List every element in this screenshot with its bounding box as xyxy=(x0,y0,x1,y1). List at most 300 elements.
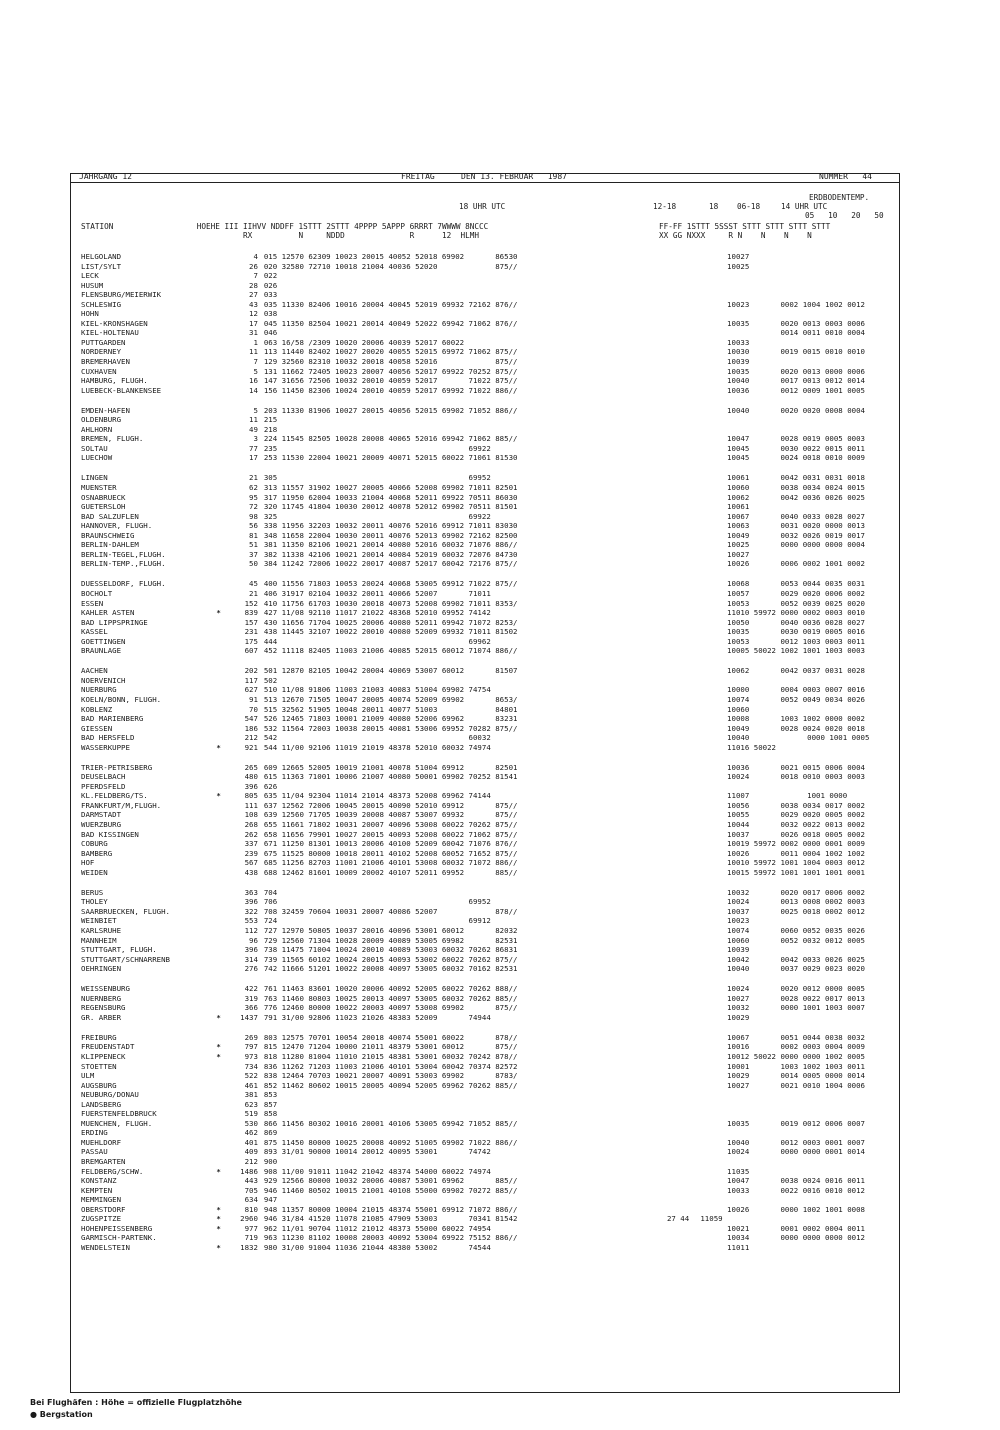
gust-groups xyxy=(667,262,700,272)
station-row xyxy=(81,763,897,773)
station-name: KAHLER ASTEN xyxy=(81,608,135,618)
mountain-station-flag xyxy=(214,637,224,647)
gust-groups xyxy=(667,733,700,743)
group-separator xyxy=(81,463,897,474)
station-name: ULM xyxy=(81,1071,95,1081)
station-name: KLIPPENECK xyxy=(81,1052,126,1062)
station-height: 519 xyxy=(244,1109,258,1119)
synop-groups: 542 60032 xyxy=(263,733,491,743)
station-row xyxy=(81,367,897,377)
gust-groups xyxy=(667,290,700,300)
soil-temperature-groups: 10024 0020 0012 0000 0005 xyxy=(700,984,865,994)
station-height: 734 xyxy=(244,1061,258,1071)
station-name: HOHENPEISSENBERG xyxy=(81,1223,153,1233)
gust-groups xyxy=(667,367,700,377)
gust-groups xyxy=(667,599,700,609)
station-height: 7 xyxy=(253,357,258,367)
synop-groups: 348 11658 22004 10030 20011 40076 52013 69902 72162 82500 xyxy=(263,530,518,540)
station-height: 363 xyxy=(244,887,258,897)
mountain-station-flag xyxy=(214,540,224,550)
mountain-station-flag xyxy=(214,252,224,262)
mountain-station-flag xyxy=(214,589,224,599)
gust-groups xyxy=(667,252,700,262)
synop-groups: 513 12670 71505 10047 20005 40074 52009 69902 8653/ xyxy=(263,694,518,704)
gust-groups xyxy=(667,1176,700,1186)
station-row xyxy=(81,502,897,512)
station-height: 186 xyxy=(244,723,258,733)
synop-groups: 384 11242 72006 10022 20017 40087 52017 60042 72176 875// xyxy=(263,559,518,569)
synop-groups: 946 11460 80502 10015 21001 40108 55000 69902 70272 885// xyxy=(263,1185,518,1195)
synop-groups: 317 11950 62004 10033 21004 40068 52011 69922 70511 86030 xyxy=(263,492,518,502)
soil-temperature-groups: 11011 xyxy=(700,1242,750,1252)
station-height: 396 xyxy=(244,781,258,791)
station-row xyxy=(81,926,897,936)
station-height: 7 xyxy=(253,271,258,281)
synop-groups: 742 11666 51201 10022 20008 40097 53005 60032 70162 82531 xyxy=(263,964,518,974)
mountain-station-flag xyxy=(214,830,224,840)
gust-groups xyxy=(667,1013,700,1023)
station-row xyxy=(81,666,897,676)
station-name: LECK xyxy=(81,271,99,281)
station-row xyxy=(81,1205,897,1215)
soil-temperature-groups: 10027 xyxy=(700,252,750,261)
group-separator xyxy=(81,877,897,888)
station-name: BERLIN-TEGEL,FLUGH. xyxy=(81,549,166,559)
synop-groups: 253 11530 22004 10021 20009 40071 52015 60022 71061 81530 xyxy=(263,453,518,463)
footnote-mountain: ● Bergstation xyxy=(30,1410,93,1419)
station-height: 269 xyxy=(244,1032,258,1042)
soil-temperature-groups xyxy=(700,1195,897,1205)
gust-groups xyxy=(667,666,700,676)
gust-groups xyxy=(667,994,700,1004)
station-row xyxy=(81,839,897,849)
station-row xyxy=(81,559,897,569)
group-separator xyxy=(81,395,897,406)
gust-groups xyxy=(667,772,700,782)
station-name: FELDBERG/SCHW. xyxy=(81,1166,144,1176)
soil-temperature-groups: 10067 0040 0033 0028 0027 xyxy=(700,511,865,521)
station-height: 314 xyxy=(244,954,258,964)
station-height: 202 xyxy=(244,666,258,676)
synop-groups: 235 69922 xyxy=(263,443,491,453)
soil-temperature-groups: 10025 xyxy=(700,261,750,271)
station-row xyxy=(81,300,897,310)
mountain-station-flag xyxy=(214,994,224,1004)
station-height: 921 xyxy=(244,742,258,752)
station-row xyxy=(81,540,897,550)
soil-temperature-groups: 10055 0029 0020 0005 0002 xyxy=(700,810,865,820)
mountain-station-flag xyxy=(214,782,224,792)
mountain-station-flag xyxy=(214,695,224,705)
station-height: 461 xyxy=(244,1080,258,1090)
station-height: 11 xyxy=(249,347,258,357)
station-row xyxy=(81,1003,897,1013)
station-row xyxy=(81,772,897,782)
station-name: MUENSTER xyxy=(81,483,117,493)
gust-groups xyxy=(667,415,700,425)
gust-groups xyxy=(667,1042,700,1052)
station-height: 839 xyxy=(244,608,258,618)
synop-groups: 869 xyxy=(263,1128,278,1138)
station-row xyxy=(81,328,897,338)
station-name: OEHRINGEN xyxy=(81,964,122,974)
soil-temperature-groups: 0014 0011 0010 0004 xyxy=(700,328,865,338)
soil-temperature-groups: 10074 0052 0049 0034 0026 xyxy=(700,694,865,704)
soil-time-label: 14 UHR UTC xyxy=(781,202,828,211)
station-row xyxy=(81,338,897,348)
mountain-station-flag xyxy=(214,512,224,522)
station-name: MEMMINGEN xyxy=(81,1195,122,1205)
station-height: 553 xyxy=(244,916,258,926)
mountain-station-flag xyxy=(214,1062,224,1072)
gust-groups xyxy=(667,888,700,898)
station-height: 522 xyxy=(244,1071,258,1081)
station-name: REGENSBURG xyxy=(81,1003,126,1013)
gust-groups xyxy=(667,868,700,878)
station-height: 462 xyxy=(244,1128,258,1138)
soil-temperature-groups: 10037 0025 0018 0002 0012 xyxy=(700,906,865,916)
synop-groups: 033 xyxy=(263,290,278,300)
station-name: MUENCHEN, FLUGH. xyxy=(81,1118,153,1128)
synop-groups: 544 11/00 92106 11019 21019 48378 52010 60032 74974 xyxy=(263,742,491,752)
synop-groups: 724 69912 xyxy=(263,916,491,926)
soil-temperature-groups: 10045 0030 0022 0015 0011 xyxy=(700,443,865,453)
synop-groups: 305 69952 xyxy=(263,473,491,483)
mountain-station-flag xyxy=(214,1176,224,1186)
station-height: 14 xyxy=(249,385,258,395)
station-name: ESSEN xyxy=(81,598,104,608)
station-height: 17 xyxy=(249,318,258,328)
station-row xyxy=(81,733,897,743)
mountain-station-flag: * xyxy=(216,1242,221,1252)
gust-groups xyxy=(667,1109,700,1119)
mountain-station-flag xyxy=(214,849,224,859)
station-name: CUXHAVEN xyxy=(81,366,117,376)
mountain-station-flag xyxy=(214,1003,224,1013)
mountain-station-flag xyxy=(214,531,224,541)
station-height: 51 xyxy=(249,540,258,550)
gust-groups xyxy=(667,589,700,599)
soil-codes-line2: XX GG NXXX R N N N N xyxy=(659,231,812,240)
gust-groups xyxy=(667,849,700,859)
gust-groups xyxy=(667,473,700,483)
synop-groups: 400 11556 71803 10053 20024 40068 53005 69912 71022 875// xyxy=(263,579,518,589)
mountain-station-flag xyxy=(214,262,224,272)
gust-groups xyxy=(667,271,700,281)
synop-groups: 038 xyxy=(263,309,278,319)
station-height: 5 xyxy=(253,405,258,415)
soil-temperature-groups: 10040 0017 0013 0012 0014 xyxy=(700,376,865,386)
gust-groups xyxy=(667,1233,700,1243)
synop-groups: 857 xyxy=(263,1099,278,1109)
gust-groups xyxy=(667,1138,700,1148)
mountain-station-flag xyxy=(214,820,224,830)
synop-groups: 685 11256 82703 11001 21006 40101 53008 60032 71072 886// xyxy=(263,858,518,868)
soil-depths: 05 10 20 50 xyxy=(805,211,884,220)
gust-groups xyxy=(667,550,700,560)
soil-temperature-groups: 10068 0053 0044 0035 0031 xyxy=(700,579,865,589)
station-row xyxy=(81,916,897,926)
synop-groups: 739 11565 60102 10024 20015 40093 53002 60022 70262 875// xyxy=(263,954,518,964)
station-name: MANNHEIM xyxy=(81,935,117,945)
mountain-station-flag: * xyxy=(216,1214,221,1224)
soil-temperature-groups xyxy=(700,290,897,300)
station-name: BREMGARTEN xyxy=(81,1157,126,1167)
mountain-station-flag xyxy=(214,666,224,676)
station-row xyxy=(81,521,897,531)
station-name: BAD KISSINGEN xyxy=(81,829,139,839)
soil-temperature-groups: 10024 0018 0010 0003 0003 xyxy=(700,772,865,782)
mountain-station-flag xyxy=(214,425,224,435)
synop-groups: 325 69922 xyxy=(263,511,491,521)
station-row xyxy=(81,849,897,859)
station-name: WEISSENBURG xyxy=(81,984,130,994)
station-name: LUEBECK-BLANKENSEE xyxy=(81,385,162,395)
mountain-station-flag xyxy=(214,309,224,319)
synop-groups: 853 xyxy=(263,1090,278,1100)
synop-groups: 852 11462 80602 10015 20005 40094 52005 69962 70262 885// xyxy=(263,1080,518,1090)
soil-temperature-groups: 10062 0042 0037 0031 0028 xyxy=(700,666,865,676)
station-height: 77 xyxy=(249,443,258,453)
station-name: NOERVENICH xyxy=(81,675,126,685)
station-name: WEINBIET xyxy=(81,916,117,926)
synop-groups: 738 11475 71004 10024 20010 40089 53003 60032 70262 86831 xyxy=(263,945,518,955)
station-height: 322 xyxy=(244,906,258,916)
mountain-station-flag xyxy=(214,434,224,444)
station-name: GUETERSLOH xyxy=(81,502,126,512)
mountain-station-flag xyxy=(214,453,224,463)
mountain-station-flag xyxy=(214,839,224,849)
station-row xyxy=(81,1042,897,1052)
soil-temperature-groups: 11059 xyxy=(700,1214,723,1224)
mountain-station-flag xyxy=(214,714,224,724)
synop-groups: 655 11661 71802 10031 20007 40096 53008 60022 70262 875// xyxy=(263,820,518,830)
station-name: NORDERNEY xyxy=(81,347,122,357)
synop-groups: 727 12970 50805 10037 20016 40096 53001 60012 82032 xyxy=(263,926,518,935)
mountain-station-flag xyxy=(214,338,224,348)
station-name: MUEHLDORF xyxy=(81,1137,122,1147)
gust-groups xyxy=(667,559,700,569)
soil-temperature-groups: 10047 0038 0024 0016 0011 xyxy=(700,1176,865,1186)
gust-groups xyxy=(667,425,700,435)
synop-groups: 838 12464 70703 10021 20007 40091 53003 69902 8783/ xyxy=(263,1071,518,1081)
gust-groups xyxy=(667,1195,700,1205)
station-height: 1486 xyxy=(240,1166,258,1176)
mountain-station-flag xyxy=(214,386,224,396)
gust-groups xyxy=(667,1157,700,1167)
mountain-station-flag xyxy=(214,319,224,329)
station-name: BAD LIPPSPRINGE xyxy=(81,617,148,627)
station-height: 31 xyxy=(249,328,258,338)
gust-groups xyxy=(667,338,700,348)
station-height: 117 xyxy=(244,675,258,685)
station-height: 805 xyxy=(244,791,258,801)
soil-temperature-groups xyxy=(700,676,897,686)
soil-temperature-groups: 10056 0038 0034 0017 0002 xyxy=(700,800,865,810)
station-name: KASSEL xyxy=(81,627,108,637)
station-row xyxy=(81,290,897,300)
soil-temperature-groups: 10061 0042 0031 0031 0018 xyxy=(700,473,865,483)
column-codes-line2: RX N NDDD R 12 HLMH xyxy=(81,231,480,240)
station-height: 111 xyxy=(244,800,258,810)
soil-temperature-groups: 10062 0042 0036 0026 0025 xyxy=(700,492,865,502)
station-name: DUESSELDORF, FLUGH. xyxy=(81,579,166,589)
station-row xyxy=(81,936,897,946)
mountain-station-flag: * xyxy=(216,1166,221,1176)
mountain-station-flag xyxy=(214,733,224,743)
synop-groups: 706 69952 xyxy=(263,897,491,907)
mountain-station-flag xyxy=(214,1090,224,1100)
soil-temperature-groups: 10010 59972 1001 1004 0003 0012 xyxy=(700,858,865,868)
gust-groups xyxy=(667,357,700,367)
soil-temperature-groups: 10033 0022 0016 0010 0012 xyxy=(700,1185,865,1195)
station-name: HOF xyxy=(81,858,95,868)
station-row xyxy=(81,1176,897,1186)
station-height: 81 xyxy=(249,530,258,540)
mountain-station-flag: * xyxy=(216,1204,221,1214)
mountain-station-flag xyxy=(214,801,224,811)
mountain-station-flag xyxy=(214,1128,224,1138)
station-row xyxy=(81,714,897,724)
station-row xyxy=(81,550,897,560)
station-height: 56 xyxy=(249,521,258,531)
mountain-station-flag: * xyxy=(216,1042,221,1052)
mountain-station-flag xyxy=(214,676,224,686)
soil-temperature-groups xyxy=(700,782,897,792)
mountain-station-flag xyxy=(214,984,224,994)
station-row xyxy=(81,1033,897,1043)
synop-groups: 045 11350 82504 10021 20014 40049 52022 69942 71062 876// xyxy=(263,318,518,328)
soil-temperature-groups: 10060 0038 0034 0024 0015 xyxy=(700,483,865,493)
synop-time-label: 18 UHR UTC xyxy=(459,202,506,211)
station-row xyxy=(81,646,897,656)
station-row xyxy=(81,801,897,811)
mountain-station-flag: * xyxy=(216,1223,221,1233)
soil-temperature-groups: 10042 0042 0033 0026 0025 xyxy=(700,954,865,964)
station-row xyxy=(81,1195,897,1205)
station-name: ERDING xyxy=(81,1128,108,1138)
mountain-station-flag xyxy=(214,1138,224,1148)
gust-groups xyxy=(667,1186,700,1196)
period-12-18: 12-18 xyxy=(653,202,677,211)
mountain-station-flag xyxy=(214,618,224,628)
station-name: GIESSEN xyxy=(81,723,113,733)
station-height: 480 xyxy=(244,772,258,782)
gust-groups xyxy=(667,386,700,396)
mountain-station-flag xyxy=(214,579,224,589)
station-row xyxy=(81,608,897,618)
gust-groups xyxy=(667,281,700,291)
mountain-station-flag xyxy=(214,1233,224,1243)
station-name: NEUBURG/DONAU xyxy=(81,1090,139,1100)
station-height: 396 xyxy=(244,897,258,907)
station-name: PASSAU xyxy=(81,1147,108,1157)
station-height: 239 xyxy=(244,848,258,858)
synop-groups: 438 11445 32107 10022 20010 40080 52009 69932 71011 81502 xyxy=(263,627,518,637)
soil-temperature-groups: 10035 0030 0019 0005 0016 xyxy=(700,627,865,637)
gust-groups xyxy=(667,1119,700,1129)
synop-groups: 708 32459 70604 10031 20007 40086 52007 878// xyxy=(263,906,518,916)
mountain-station-flag: * xyxy=(216,608,221,618)
synop-groups: 063 16/58 /2309 10020 20006 40039 52017 60022 xyxy=(263,337,465,347)
soil-temperature-groups: 10061 xyxy=(700,502,750,512)
station-name: LANDSBERG xyxy=(81,1099,122,1109)
station-name: AUGSBURG xyxy=(81,1080,117,1090)
station-name: BERLIN-DAHLEM xyxy=(81,540,139,550)
station-height: 212 xyxy=(244,1157,258,1167)
station-row xyxy=(81,453,897,463)
station-name: GR. ARBER xyxy=(81,1012,122,1022)
station-height: 21 xyxy=(249,589,258,598)
gust-groups xyxy=(667,839,700,849)
synop-groups: 635 11/04 92304 11014 21014 48373 52008 69962 74144 xyxy=(263,791,491,801)
gust-groups xyxy=(667,1033,700,1043)
soil-temperature-groups: 10039 xyxy=(700,357,750,367)
station-row xyxy=(81,483,897,493)
station-row xyxy=(81,1147,897,1157)
station-height: 70 xyxy=(249,704,258,714)
mountain-station-flag xyxy=(214,367,224,377)
synop-groups: 501 12870 82105 10042 20004 40069 53007 60012 81507 xyxy=(263,666,518,676)
station-name: NUERBURG xyxy=(81,685,117,695)
station-name: DARMSTADT xyxy=(81,810,122,820)
soil-temperature-groups xyxy=(700,281,897,291)
mountain-station-flag xyxy=(214,936,224,946)
synop-groups: 815 12470 71204 10000 21011 48379 53001 60012 875// xyxy=(263,1042,518,1052)
station-row xyxy=(81,1052,897,1062)
gust-groups xyxy=(667,444,700,454)
station-name: OSNABRUECK xyxy=(81,492,126,502)
gust-groups xyxy=(667,705,700,715)
soil-temperature-groups: 10027 0028 0022 0017 0013 xyxy=(700,993,865,1003)
gust-groups xyxy=(667,791,700,801)
soil-temperature-groups: 10030 0019 0015 0010 0010 xyxy=(700,347,865,357)
soil-temperature-groups: 10032 0020 0017 0006 0002 xyxy=(700,887,865,897)
station-row xyxy=(81,1062,897,1072)
station-row xyxy=(81,1167,897,1177)
mountain-station-flag xyxy=(214,493,224,503)
mountain-station-flag xyxy=(214,1195,224,1205)
soil-temperature-groups: 10026 0011 0004 1002 1002 xyxy=(700,848,865,858)
synop-groups: 381 11350 82106 10021 20014 40080 52016 60032 71076 886// xyxy=(263,540,518,550)
mountain-station-flag xyxy=(214,907,224,917)
soil-temperature-groups: 10029 xyxy=(700,1012,750,1022)
station-height: 366 xyxy=(244,1003,258,1013)
station-height: 26 xyxy=(249,261,258,271)
station-name: BREMERHAVEN xyxy=(81,357,130,367)
synop-groups: 015 12570 62309 10023 20015 40052 52018 69902 86530 xyxy=(263,252,518,261)
synop-groups: 893 31/01 90000 10014 20012 40095 53001 74742 xyxy=(263,1147,491,1157)
station-height: 45 xyxy=(249,579,258,589)
station-height: 381 xyxy=(244,1090,258,1100)
station-height: 810 xyxy=(244,1204,258,1214)
station-row xyxy=(81,415,897,425)
gust-groups xyxy=(667,1062,700,1072)
group-separator xyxy=(81,569,897,580)
station-row xyxy=(81,434,897,444)
gust-groups xyxy=(667,724,700,734)
synop-groups: 452 11118 82405 11003 21006 40085 52015 60012 71074 886// xyxy=(263,646,518,656)
soil-temperature-groups: 10036 0012 0009 1001 0005 xyxy=(700,385,865,395)
station-row xyxy=(81,955,897,965)
synop-groups: 671 11250 81301 10013 20006 40100 52009 60042 71076 876// xyxy=(263,839,518,849)
station-row xyxy=(81,1081,897,1091)
mountain-station-flag xyxy=(214,357,224,367)
station-name: KONSTANZ xyxy=(81,1176,117,1186)
soil-temperature-groups: 10060 0052 0032 0012 0005 xyxy=(700,935,865,945)
synop-groups: 313 11557 31902 10027 20005 40066 52008 69902 71011 82501 xyxy=(263,483,518,493)
synop-groups: 026 xyxy=(263,280,278,290)
